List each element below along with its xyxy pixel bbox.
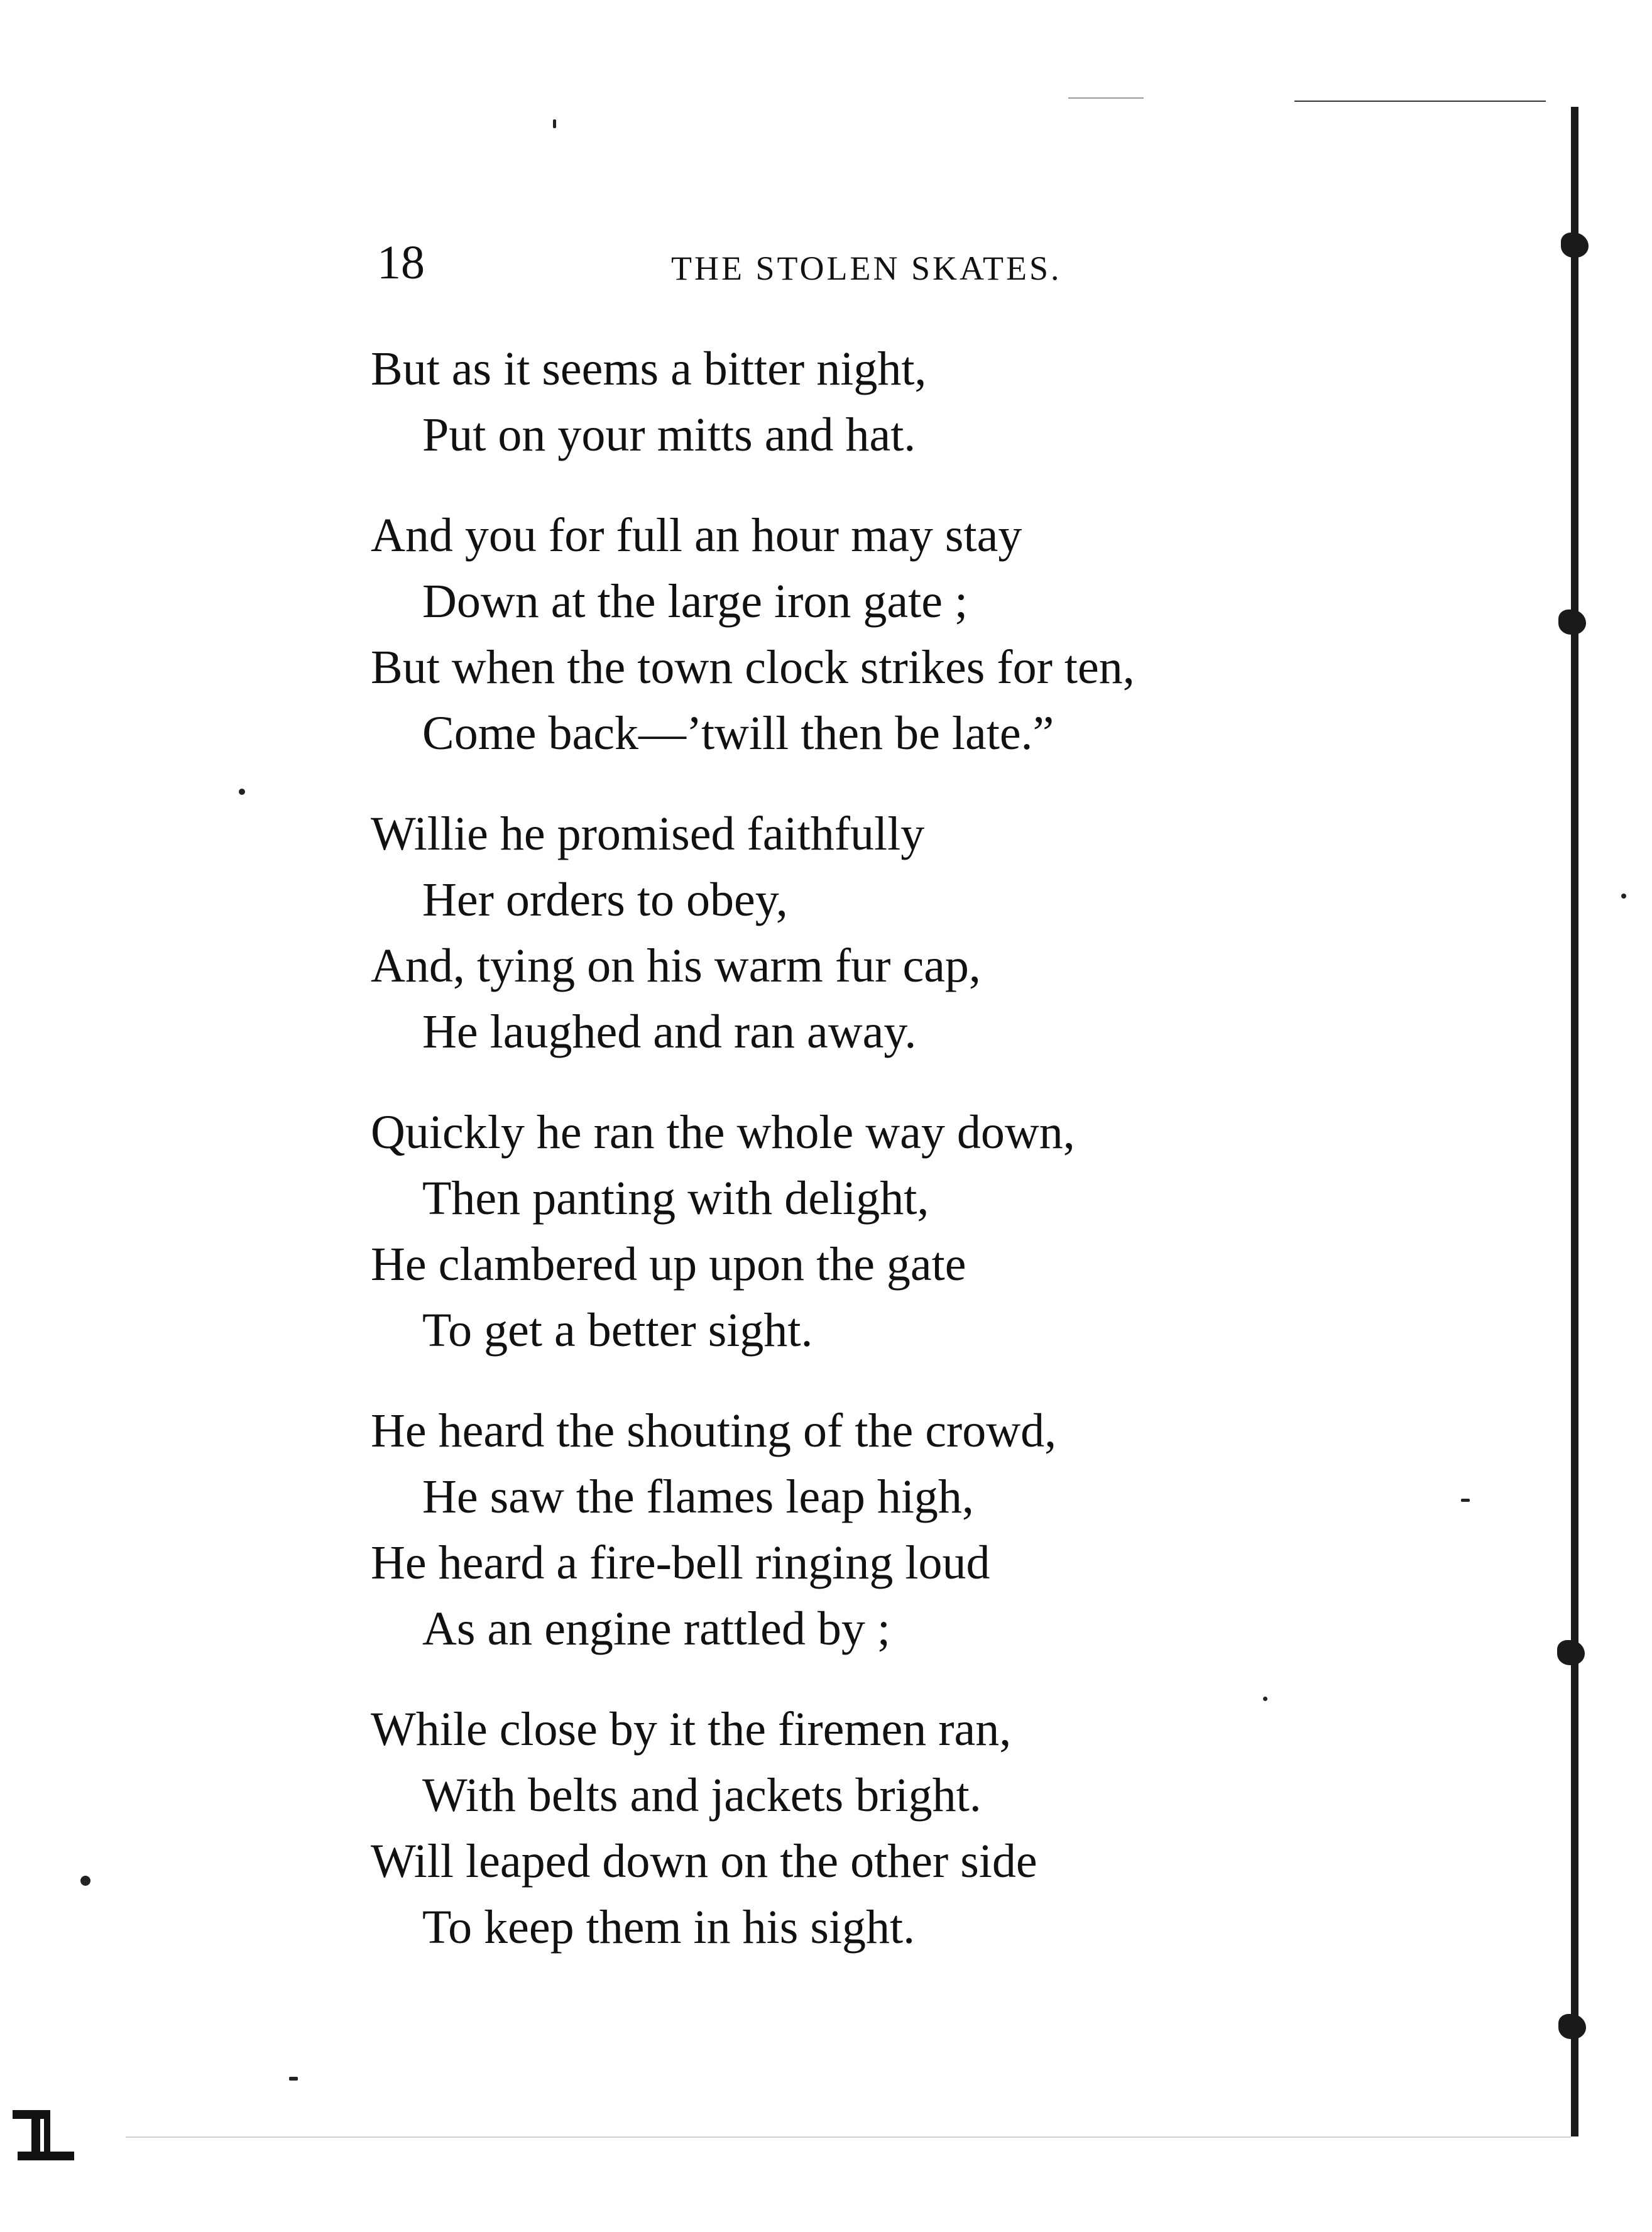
poem-line: But as it seems a bitter night,: [371, 342, 927, 395]
poem-line: As an engine rattled by ;: [422, 1602, 891, 1655]
binding-knot: [1557, 1640, 1585, 1665]
poem-line: Will leaped down on the other side: [371, 1835, 1037, 1888]
binding-edge: [1571, 107, 1578, 2136]
stanza-4: [371, 1100, 1313, 1364]
stanza-2: [371, 503, 1313, 767]
binding-knot: [1561, 232, 1589, 258]
stanza-3: [371, 801, 1313, 1065]
poem-line: And, tying on his warm fur cap,: [371, 939, 981, 992]
poem-line: Quickly he ran the whole way down,: [371, 1106, 1075, 1159]
poem-line: He heard the shouting of the crowd,: [371, 1404, 1057, 1457]
poem-line: To keep them in his sight.: [422, 1901, 916, 1954]
poem-line: He clambered up upon the gate: [371, 1238, 966, 1291]
speck: [553, 119, 556, 128]
stanza-5: [371, 1398, 1313, 1662]
poem-line: Then panting with delight,: [422, 1172, 929, 1225]
speck: [289, 2077, 298, 2081]
poem-line: He heard a fire-bell ringing loud: [371, 1536, 990, 1589]
speck: [1621, 894, 1626, 899]
binding-knot: [1558, 610, 1586, 635]
page-number: 18: [377, 236, 425, 289]
bottom-edge-line: [126, 2136, 1571, 2138]
top-edge-line: [1294, 101, 1546, 102]
poem-line: He laughed and ran away.: [422, 1005, 917, 1058]
stanza-6: [371, 1697, 1313, 1961]
binding-knot: [1558, 2014, 1586, 2039]
running-title: THE STOLEN SKATES.: [671, 249, 1062, 287]
poem-line: With belts and jackets bright.: [422, 1769, 982, 1822]
poem-line: Come back—’twill then be late.”: [422, 707, 1054, 760]
poem-line: And you for full an hour may stay: [371, 509, 1022, 562]
speck: [1461, 1499, 1470, 1502]
poem: [371, 336, 1313, 1995]
speck: [1263, 1697, 1267, 1701]
top-edge-line: [1068, 97, 1144, 99]
stanza-1: [371, 336, 1313, 468]
poem-line: While close by it the firemen ran,: [371, 1703, 1012, 1756]
poem-line: But when the town clock strikes for ten,: [371, 641, 1135, 694]
poem-line: Put on your mitts and hat.: [422, 408, 916, 461]
poem-line: Willie he promised faithfully: [371, 807, 925, 860]
speck: [80, 1876, 90, 1886]
poem-line: He saw the flames leap high,: [422, 1470, 974, 1523]
poem-line: Down at the large iron gate ;: [422, 575, 968, 628]
poem-line: To get a better sight.: [422, 1304, 813, 1357]
corner-binding-mark-icon: [13, 2099, 94, 2162]
speck: [239, 789, 245, 795]
poem-line: Her orders to obey,: [422, 873, 788, 926]
